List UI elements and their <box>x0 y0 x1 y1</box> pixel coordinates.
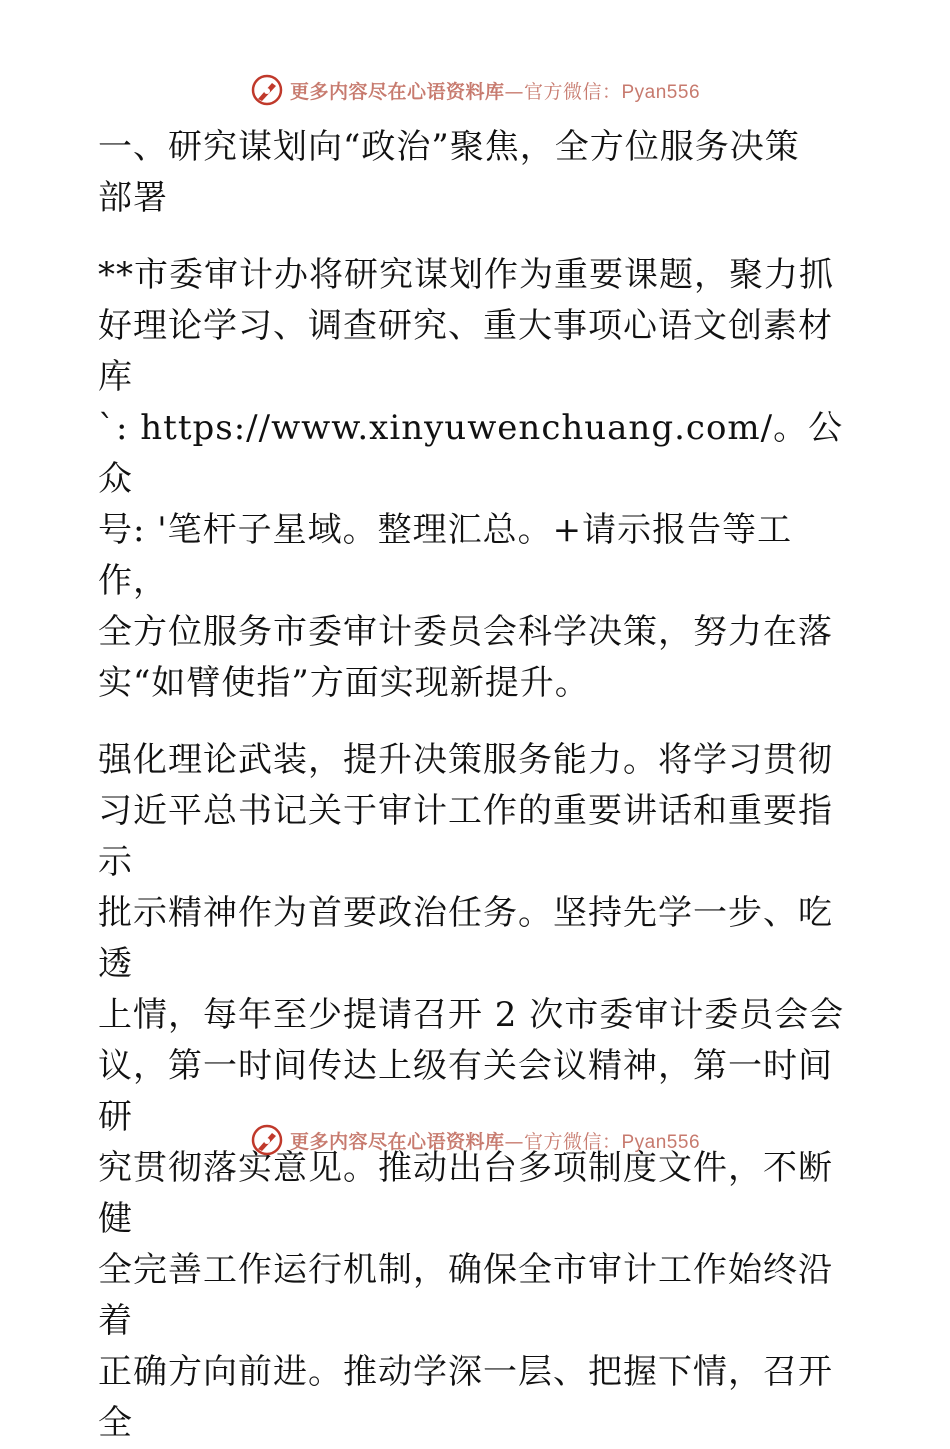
watermark-lead: 更多内容尽在心语资料库 <box>289 1130 505 1153</box>
watermark-text <box>290 1127 700 1154</box>
heading-line: 一、研究谋划向“政治”聚焦，全方位服务决策 <box>98 127 800 167</box>
watermark-handle: Pyan556 <box>621 1131 701 1153</box>
text-line: 议，第一时间传达上级有关会议精神，第一时间研 <box>98 1046 833 1137</box>
section-heading <box>98 122 858 224</box>
watermark-lead: 更多内容尽在心语资料库 <box>289 80 505 103</box>
pen-logo-icon <box>250 73 284 107</box>
text-line: 全完善工作运行机制，确保全市审计工作始终沿着 <box>98 1250 833 1341</box>
text-line: 究贯彻落实意见。推动出台多项制度文件，不断健 <box>98 1148 833 1239</box>
text-line: 好理论学习、调查研究、重大事项心语文创素材库 <box>98 306 833 397</box>
watermark-handle: Pyan556 <box>621 81 701 103</box>
text-line: 习近平总书记关于审计工作的重要讲话和重要指示 <box>98 791 833 882</box>
paragraph-1 <box>98 250 858 709</box>
text-line: 实“如臂使指”方面实现新提升。 <box>98 663 590 703</box>
header-watermark-banner <box>0 68 950 112</box>
text-line: 上情，每年至少提请召开 2 次市委审计委员会会 <box>98 995 845 1035</box>
paragraph-2 <box>98 735 858 1449</box>
watermark-dash: — <box>504 80 524 103</box>
text-line: **市委审计办将研究谋划作为重要课题，聚力抓 <box>98 255 834 295</box>
watermark-text <box>290 77 700 104</box>
pen-logo-icon <box>250 1123 284 1157</box>
text-line: 号: '笔杆子星域。整理汇总。+请示报告等工作， <box>98 510 793 601</box>
watermark-dash: — <box>504 1130 524 1153</box>
text-line: 全方位服务市委审计委员会科学决策，努力在落 <box>98 612 833 652</box>
text-line: 批示精神作为首要政治任务。坚持先学一步、吃透 <box>98 893 833 984</box>
text-line: 强化理论武装，提升决策服务能力。将学习贯彻 <box>98 740 833 780</box>
footer-watermark-banner <box>0 1118 950 1162</box>
heading-line: 部署 <box>98 178 168 218</box>
watermark-official: 官方微信： <box>523 1130 622 1153</box>
text-line: 正确方向前进。推动学深一层、把握下情，召开全 <box>98 1352 833 1443</box>
document-body <box>98 122 858 1449</box>
watermark-official: 官方微信： <box>523 80 622 103</box>
text-line: `: https://www.xinyuwenchuang.com/。公众 <box>98 408 844 499</box>
